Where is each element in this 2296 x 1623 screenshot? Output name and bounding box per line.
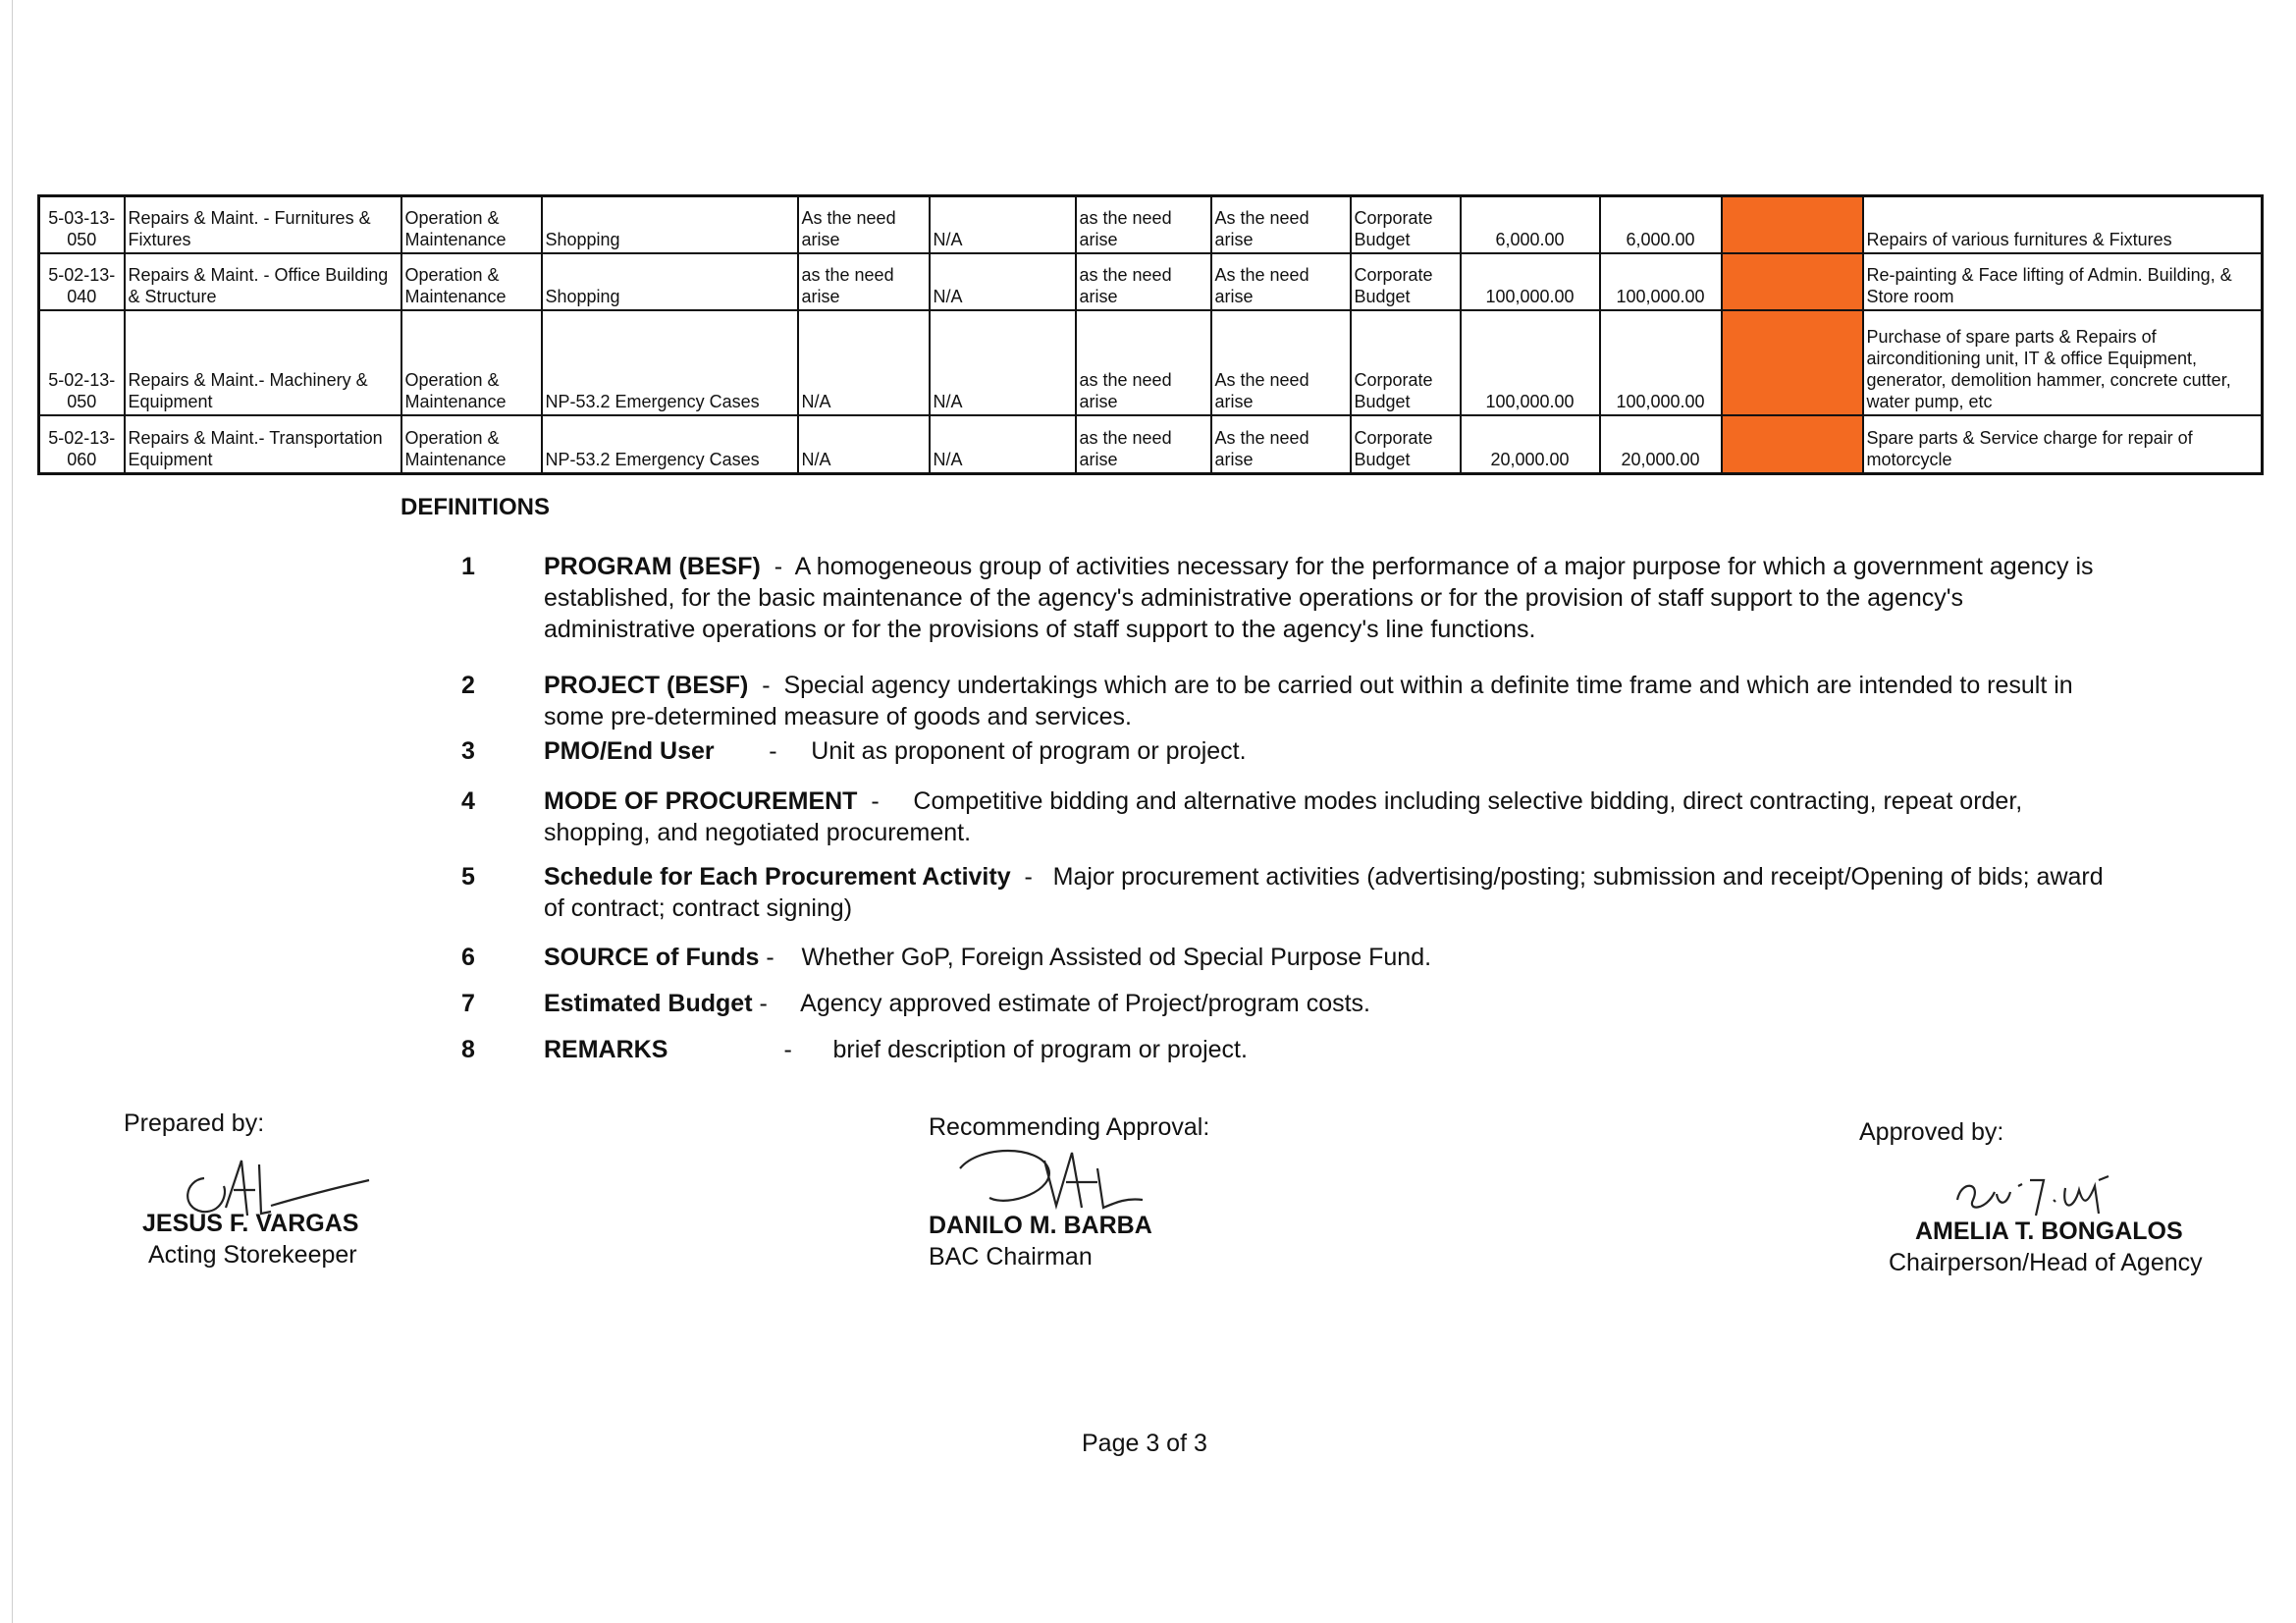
estimated-budget-total: 6,000.00 (1461, 196, 1600, 253)
signing-schedule: As the need arise (1211, 196, 1351, 253)
definition-text: Competitive bidding and alternative modes including selective bidding, direct contracting, repeat order, shopping, and negotiated procurement. (544, 787, 2023, 846)
scan-edge-line (12, 0, 13, 1623)
table-row (39, 196, 2263, 253)
signing-schedule: As the need arise (1211, 415, 1351, 474)
definition-term: REMARKS (544, 1036, 668, 1063)
definition-number: 8 (461, 1036, 475, 1063)
procurement-mode: Shopping (542, 196, 798, 253)
item-description: Repairs & Maint. - Furnitures & Fixtures (125, 196, 401, 253)
fund-source: Corporate Budget (1351, 310, 1461, 415)
estimated-budget-total: 20,000.00 (1461, 415, 1600, 474)
estimated-budget-mooe: 100,000.00 (1600, 310, 1722, 415)
fund-source: Corporate Budget (1351, 253, 1461, 310)
definition-number: 2 (461, 672, 475, 699)
definition-separator: - (857, 787, 914, 815)
recommending-name: DANILO M. BARBA (929, 1212, 1152, 1239)
definition-separator: - (667, 1036, 833, 1063)
table-row (39, 310, 2263, 415)
award-schedule: as the need arise (1076, 253, 1211, 310)
item-remarks: Purchase of spare parts & Repairs of airconditioning unit, IT & office Equipment, generator, demolition hammer, concrete cutter, water pump, etc (1863, 310, 2263, 415)
signatory-prepared-details (142, 1208, 437, 1271)
fund-source: Corporate Budget (1351, 196, 1461, 253)
highlight-cell (1722, 415, 1863, 474)
definition-number: 1 (461, 553, 475, 580)
definition-separator: - (714, 737, 812, 765)
account-code: 5-02-13- 040 (39, 253, 125, 310)
highlight-cell (1722, 196, 1863, 253)
item-category: Operation & Maintenance (401, 196, 542, 253)
award-schedule: as the need arise (1076, 310, 1211, 415)
prepared-caption: Prepared by: (124, 1109, 265, 1137)
award-schedule: as the need arise (1076, 196, 1211, 253)
item-category: Operation & Maintenance (401, 415, 542, 474)
estimated-budget-mooe: 20,000.00 (1600, 415, 1722, 474)
approved-role: Chairperson/Head of Agency (1889, 1249, 2203, 1276)
fund-source: Corporate Budget (1351, 415, 1461, 474)
signatory-prepared (124, 1108, 418, 1139)
definition-text: Unit as proponent of program or project. (811, 737, 1247, 765)
item-description: Repairs & Maint. - Office Building & Structure (125, 253, 401, 310)
recommending-caption: Recommending Approval: (929, 1113, 1210, 1141)
signatory-approved-details (1889, 1216, 2242, 1278)
prepared-role: Acting Storekeeper (148, 1241, 357, 1269)
signing-schedule: As the need arise (1211, 310, 1351, 415)
account-code: 5-02-13- 060 (39, 415, 125, 474)
estimated-budget-mooe: 100,000.00 (1600, 253, 1722, 310)
procurement-mode: Shopping (542, 253, 798, 310)
definition-text: A homogeneous group of activities necessary for the performance of a major purpose for which a government agency is established, for the basic maintenance of the agency's administrative operations or for the provision of staff support to the agency's administrative operations or for the provisions of staff support to the agency's line functions. (544, 553, 2094, 643)
definition-separator: - (759, 944, 802, 971)
definition-number: 7 (461, 990, 475, 1017)
definition-text: Agency approved estimate of Project/program costs. (800, 990, 1370, 1017)
account-code: 5-03-13- 050 (39, 196, 125, 253)
signing-schedule: As the need arise (1211, 253, 1351, 310)
advertising-schedule: As the need arise (798, 196, 930, 253)
definitions-title: DEFINITIONS (400, 494, 551, 520)
procurement-table (37, 194, 2264, 475)
procurement-mode: NP-53.2 Emergency Cases (542, 415, 798, 474)
highlight-cell (1722, 253, 1863, 310)
definition-body (544, 735, 2105, 767)
page-number: Page 3 of 3 (1082, 1430, 1207, 1457)
advertising-schedule: N/A (798, 415, 930, 474)
procurement-mode: NP-53.2 Emergency Cases (542, 310, 798, 415)
table-row (39, 253, 2263, 310)
item-description: Repairs & Maint.- Transportation Equipment (125, 415, 401, 474)
definition-term: Schedule for Each Procurement Activity (544, 863, 1011, 891)
submission-schedule: N/A (930, 253, 1076, 310)
definition-body (544, 1034, 2105, 1065)
account-code: 5-02-13- 050 (39, 310, 125, 415)
definition-separator: - (752, 990, 801, 1017)
definition-number: 3 (461, 737, 475, 765)
definition-text: brief description of program or project. (832, 1036, 1248, 1063)
signatory-recommending-details (929, 1210, 1282, 1272)
submission-schedule: N/A (930, 415, 1076, 474)
definition-body (544, 942, 2105, 973)
definition-separator: - (748, 672, 784, 699)
definition-body (544, 670, 2105, 732)
definition-body (544, 988, 2105, 1019)
highlight-cell (1722, 310, 1863, 415)
submission-schedule: N/A (930, 310, 1076, 415)
estimated-budget-total: 100,000.00 (1461, 310, 1600, 415)
definition-number: 6 (461, 944, 475, 971)
advertising-schedule: N/A (798, 310, 930, 415)
definition-term: PROJECT (BESF) (544, 672, 749, 699)
item-remarks: Repairs of various furnitures & Fixtures (1863, 196, 2263, 253)
estimated-budget-total: 100,000.00 (1461, 253, 1600, 310)
item-remarks: Re-painting & Face lifting of Admin. Building, & Store room (1863, 253, 2263, 310)
advertising-schedule: as the need arise (798, 253, 930, 310)
estimated-budget-mooe: 6,000.00 (1600, 196, 1722, 253)
definition-text: Special agency undertakings which are to be carried out within a definite time frame and which are intended to result in some pre-determined measure of goods and services. (544, 672, 2073, 730)
submission-schedule: N/A (930, 196, 1076, 253)
definition-term: PMO/End User (544, 737, 715, 765)
definition-body (544, 861, 2105, 924)
item-remarks: Spare parts & Service charge for repair of motorcycle (1863, 415, 2263, 474)
definition-separator: - (760, 553, 795, 580)
definition-body (544, 551, 2105, 645)
definition-term: PROGRAM (BESF) (544, 553, 761, 580)
approved-name: AMELIA T. BONGALOS (1915, 1217, 2183, 1245)
definition-text: Major procurement activities (advertising/posting; submission and receipt/Opening of bids; award of contract; contract signing) (544, 863, 2104, 922)
table-row (39, 415, 2263, 474)
definition-separator: - (1010, 863, 1053, 891)
signatory-approved (1859, 1116, 2154, 1148)
definition-text: Whether GoP, Foreign Assisted od Special Purpose Fund. (801, 944, 1432, 971)
item-category: Operation & Maintenance (401, 253, 542, 310)
item-category: Operation & Maintenance (401, 310, 542, 415)
recommending-role: BAC Chairman (929, 1243, 1093, 1271)
definition-term: Estimated Budget (544, 990, 753, 1017)
definition-number: 4 (461, 787, 475, 815)
award-schedule: as the need arise (1076, 415, 1211, 474)
item-description: Repairs & Maint.- Machinery & Equipment (125, 310, 401, 415)
prepared-name: JESUS F. VARGAS (142, 1210, 359, 1237)
definition-term: SOURCE of Funds (544, 944, 760, 971)
definition-number: 5 (461, 863, 475, 891)
definition-term: MODE OF PROCUREMENT (544, 787, 858, 815)
definition-body (544, 785, 2105, 848)
approved-caption: Approved by: (1859, 1118, 2004, 1146)
